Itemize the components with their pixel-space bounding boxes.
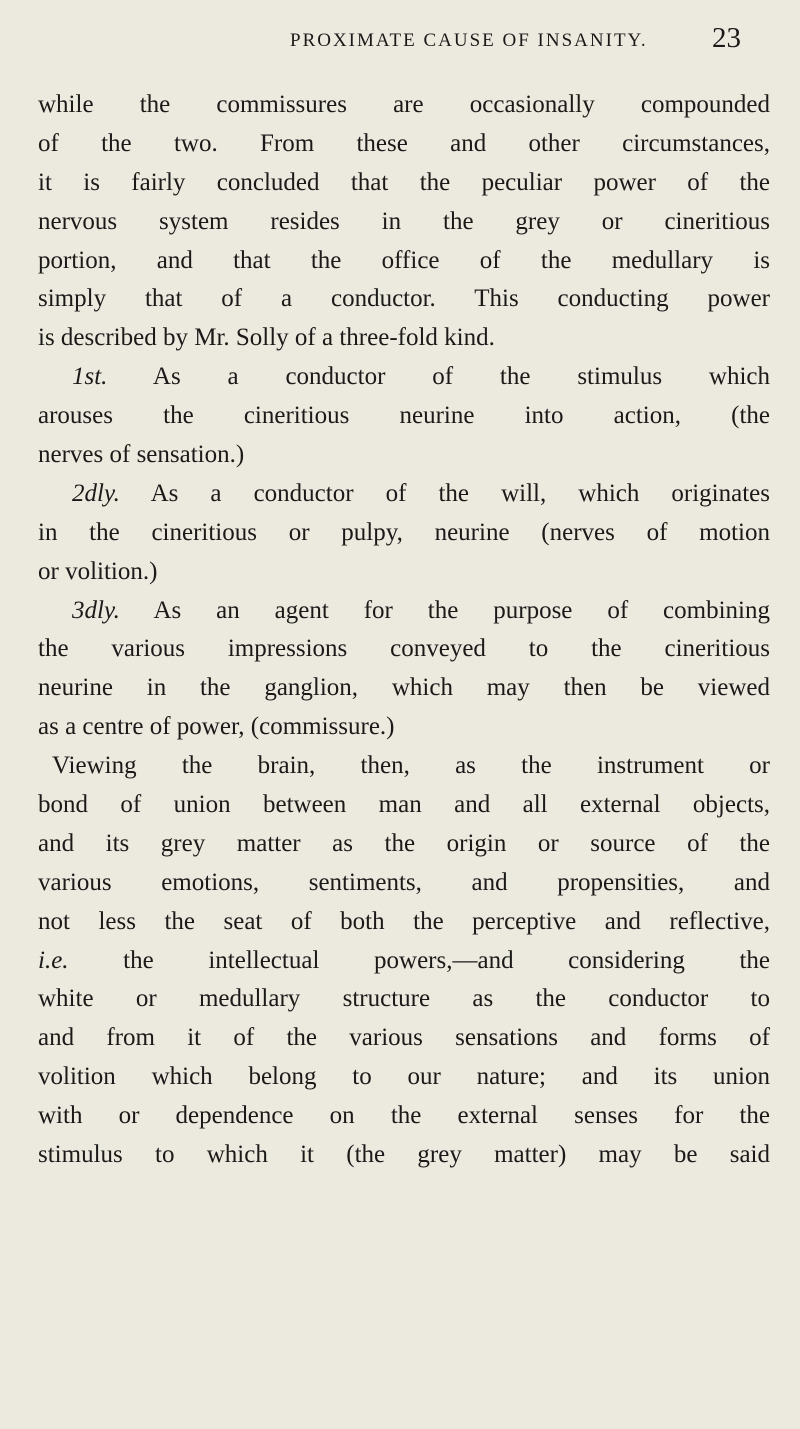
text-line: volition which belong to our nature; and its union: [38, 1063, 770, 1091]
text-line: not less the seat of both the perceptive and reflective,: [38, 907, 770, 935]
text-line: stimulus to which it (the grey matter) may be said: [38, 1141, 770, 1169]
text-line: and from it of the various sensations and forms of: [38, 1024, 770, 1052]
text-line: Viewing the brain, then, as the instrument or: [52, 752, 770, 780]
text-line-content: As a conductor of the will, which originates: [119, 479, 770, 507]
text-line: nerves of sensation.): [38, 441, 245, 469]
text-line-content: the intellectual powers,—and considering the: [68, 946, 770, 974]
text-line: it is fairly concluded that the peculiar power of the: [38, 168, 770, 196]
text-line: as a centre of power, (commissure.): [38, 713, 395, 741]
text-line-content: As an agent for the purpose of combining: [119, 596, 770, 624]
text-line: with or dependence on the external senses for the: [38, 1102, 770, 1130]
text-line: [38, 358, 770, 397]
enumeration-marker: 3dly.: [72, 596, 120, 624]
abbreviation-ie: i.e.: [38, 946, 69, 974]
text-line: [38, 475, 770, 514]
page-number: 23: [712, 22, 741, 54]
text-line: portion, and that the office of the medullary is: [38, 246, 770, 274]
enumeration-marker: 1st.: [72, 363, 108, 391]
text-line: is described by Mr. Solly of a three-fold kind.: [38, 324, 495, 352]
text-line-content: As a conductor of the stimulus which: [107, 363, 770, 391]
text-line: [38, 592, 770, 631]
text-line: the various impressions conveyed to the cineritious: [38, 635, 770, 663]
enumeration-marker: 2dly.: [72, 479, 120, 507]
text-line: neurine in the ganglion, which may then be viewed: [38, 674, 770, 702]
running-title: PROXIMATE CAUSE OF INSANITY.: [290, 30, 648, 51]
text-line: bond of union between man and all external objects,: [38, 791, 770, 819]
text-line: while the commissures are occasionally compounded: [38, 91, 770, 118]
text-line: in the cineritious or pulpy, neurine (nerves of motion: [38, 518, 770, 546]
text-line: nervous system resides in the grey or cineritious: [38, 207, 770, 235]
text-line: and its grey matter as the origin or source of the: [38, 829, 770, 857]
body-text: [38, 86, 770, 1175]
text-line: [38, 942, 770, 981]
text-line: of the two. From these and other circumstances,: [38, 129, 770, 157]
text-line: simply that of a conductor. This conducting power: [38, 285, 770, 313]
text-line: arouses the cineritious neurine into action, (the: [38, 402, 770, 430]
text-line: white or medullary structure as the conductor to: [38, 985, 770, 1013]
text-line: various emotions, sentiments, and propensities, and: [38, 868, 770, 896]
text-line: or volition.): [38, 557, 158, 585]
